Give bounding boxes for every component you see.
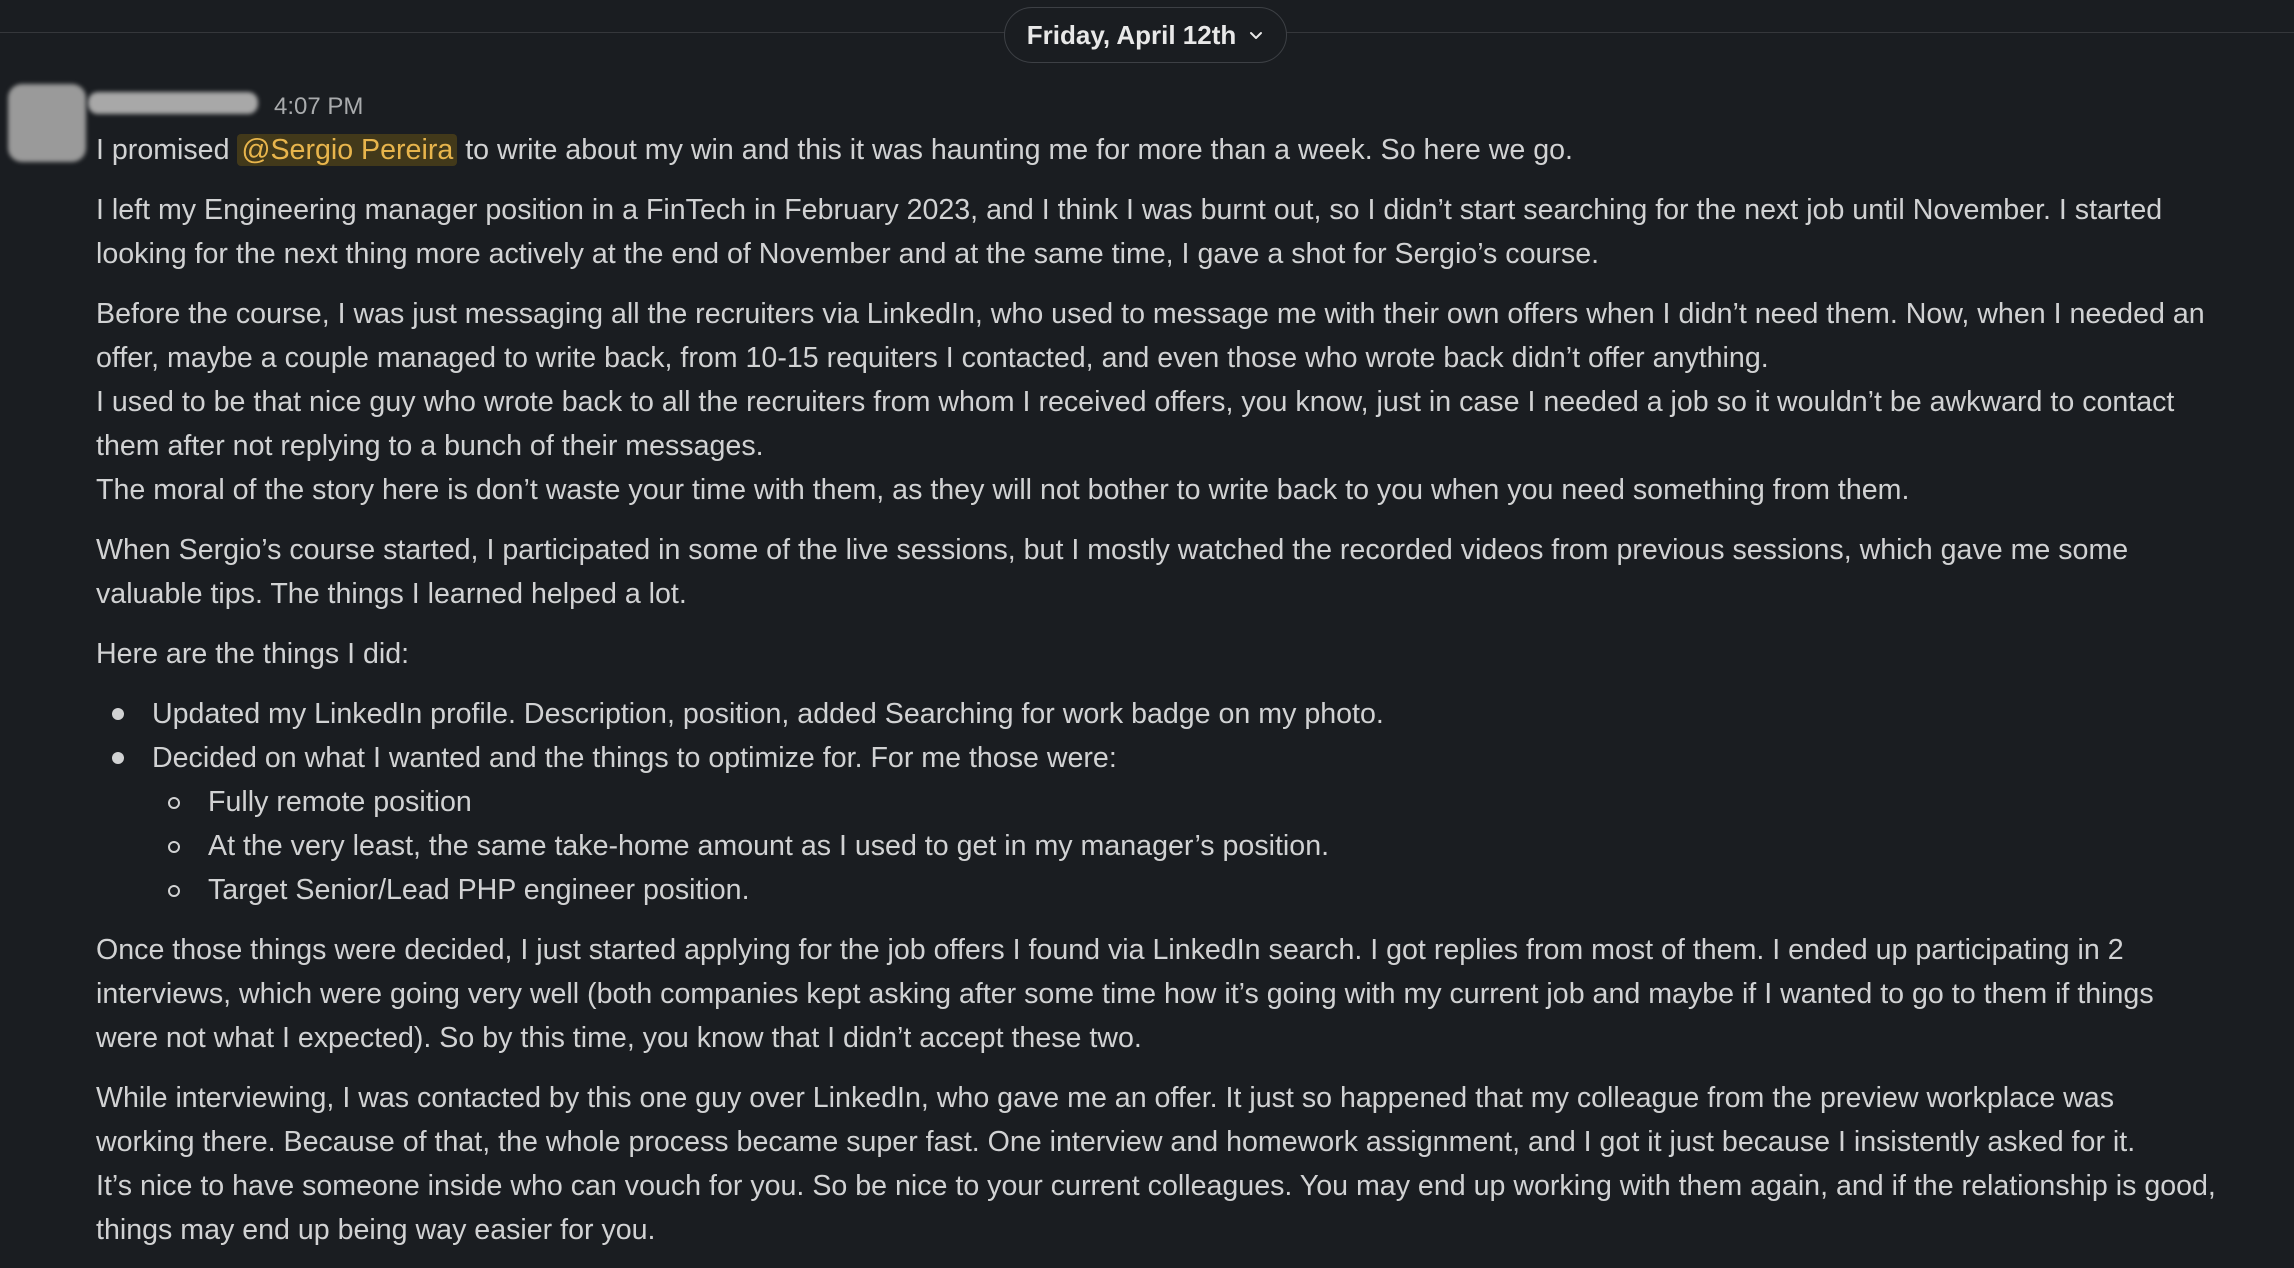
bullet-ring-icon xyxy=(168,841,180,853)
paragraph-recruiters xyxy=(96,292,2286,512)
text-line: Before the course, I was just messaging all the recruiters via LinkedIn, who used to message me with their own offers when I didn’t need them. Now, when I needed an xyxy=(96,298,2205,330)
bullet-ring-icon xyxy=(168,797,180,809)
paragraph-course xyxy=(96,528,2286,616)
user-mention[interactable]: @Sergio Pereira xyxy=(237,134,457,166)
message-body xyxy=(96,128,2286,1268)
paragraph-things-did: Here are the things I did: xyxy=(96,638,410,670)
text-line: things may end up being way easier for you. xyxy=(96,1214,656,1246)
text-line: I used to be that nice guy who wrote back to all the recruiters from whom I received offers, you know, just in case I needed a job so it wouldn’t be awkward to contact xyxy=(96,386,2175,418)
text-line: Once those things were decided, I just started applying for the job offers I found via LinkedIn search. I got replies from most of them. I ended up participating in 2 xyxy=(96,934,2124,966)
sub-list-item xyxy=(152,780,2286,824)
text-line: working there. Because of that, the whole process became super fast. One interview and homework assignment, and I got it just because I insistently asked for it. xyxy=(96,1126,2136,1158)
text-line: offer, maybe a couple managed to write back, from 10-15 requiters I contacted, and even those who wrote back didn’t offer anything. xyxy=(96,342,1769,374)
paragraph-applying xyxy=(96,928,2286,1060)
text-line: interviews, which were going very well (both companies kept asking after some time how it’s going with my current job and maybe if I wanted to go to them if things xyxy=(96,978,2154,1010)
text-line: them after not replying to a bunch of their messages. xyxy=(96,430,764,462)
text-line: The moral of the story here is don’t waste your time with them, as they will not bother to write back to you when you need something from them. xyxy=(96,474,1910,506)
sub-list-item-text: Fully remote position xyxy=(208,786,472,818)
list-item xyxy=(96,692,2286,736)
date-jump-button[interactable] xyxy=(1004,7,1287,63)
bullet-dot-icon xyxy=(112,708,124,720)
list-item xyxy=(96,736,2286,912)
text-line: valuable tips. The things I learned helped a lot. xyxy=(96,578,687,610)
text-line: I left my Engineering manager position in a FinTech in February 2023, and I think I was burnt out, so I didn’t start searching for the next job until November. I started xyxy=(96,194,2163,226)
message-timestamp[interactable]: 4:07 PM xyxy=(274,93,364,120)
paragraph-offer xyxy=(96,1076,2286,1252)
sub-list-item-text: Target Senior/Lead PHP engineer position. xyxy=(208,874,750,906)
text-line: were not what I expected). So by this time, you know that I didn’t accept these two. xyxy=(96,1022,1142,1054)
list-item-text: Decided on what I wanted and the things to optimize for. For me those were: xyxy=(152,742,1117,774)
chevron-down-icon xyxy=(1248,27,1264,43)
text-line: When Sergio’s course started, I participated in some of the live sessions, but I mostly watched the recorded videos from previous sessions, which gave me some xyxy=(96,534,2129,566)
bullet-list xyxy=(96,692,2286,912)
paragraph-job-leave xyxy=(96,188,2286,276)
sub-bullet-list xyxy=(152,780,2286,912)
intro-text-before: I promised xyxy=(96,134,238,166)
message-intro xyxy=(96,128,2286,172)
intro-text-after: to write about my win and this it was haunting me for more than a week. So here we go. xyxy=(457,134,1573,166)
text-line: While interviewing, I was contacted by this one guy over LinkedIn, who gave me an offer. It just so happened that my colleague from the preview workplace was xyxy=(96,1082,2115,1114)
text-line: It’s nice to have someone inside who can vouch for you. So be nice to your current colleagues. You may end up working with them again, and if the relationship is good, xyxy=(96,1170,2216,1202)
list-item-text: Updated my LinkedIn profile. Description, position, added Searching for work badge on my photo. xyxy=(152,698,1384,730)
bullet-dot-icon xyxy=(112,752,124,764)
bullet-ring-icon xyxy=(168,885,180,897)
sub-list-item xyxy=(152,868,2286,912)
sender-name[interactable] xyxy=(88,92,258,114)
avatar[interactable] xyxy=(8,84,86,162)
sub-list-item xyxy=(152,824,2286,868)
date-label: Friday, April 12th xyxy=(1026,19,1237,50)
sub-list-item-text: At the very least, the same take-home amount as I used to get in my manager’s position. xyxy=(208,830,1330,862)
text-line: looking for the next thing more actively at the end of November and at the same time, I gave a shot for Sergio’s course. xyxy=(96,238,1600,270)
